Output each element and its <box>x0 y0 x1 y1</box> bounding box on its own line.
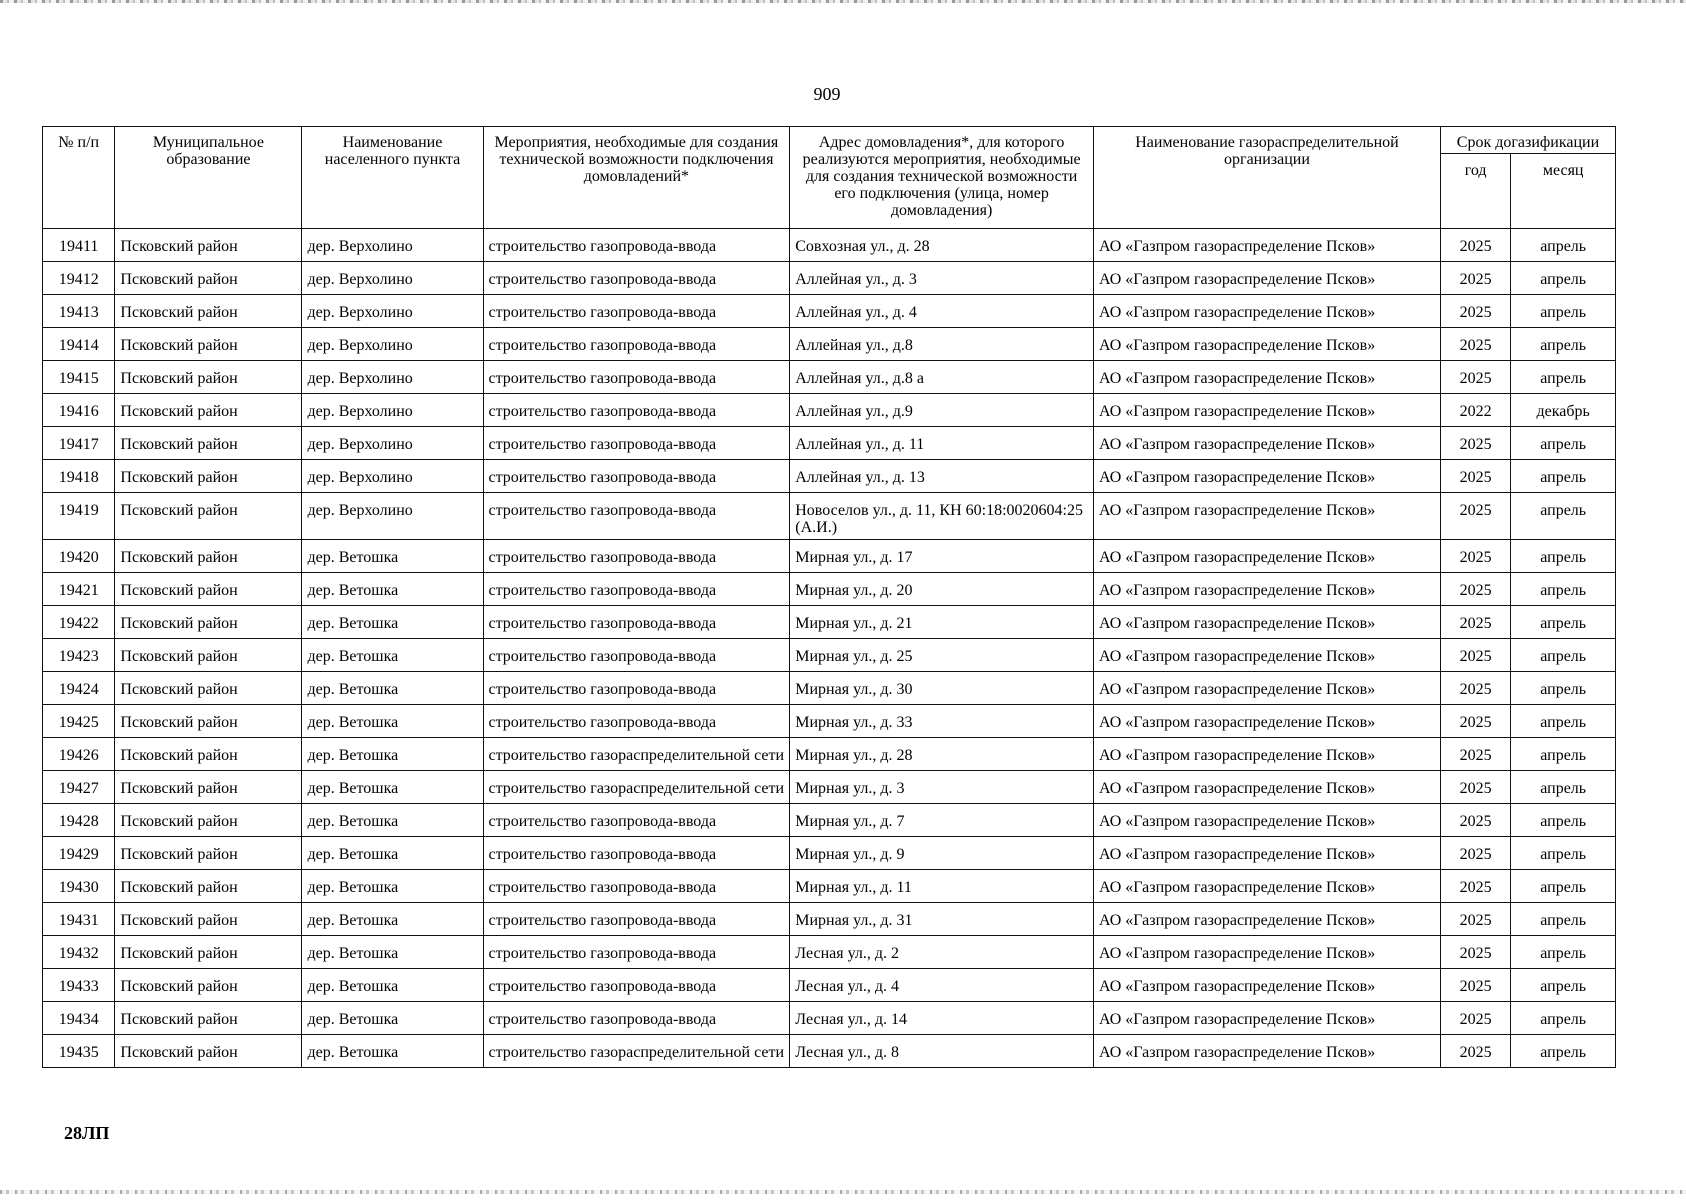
month-cell: апрель <box>1511 262 1616 295</box>
table-row <box>43 969 1616 1002</box>
settlement-cell: дер. Ветошка <box>302 639 483 672</box>
row-number: 19424 <box>43 672 115 705</box>
month-cell: апрель <box>1511 870 1616 903</box>
measure-cell: строительство газораспределительной сети <box>483 738 790 771</box>
address-cell: Аллейная ул., д. 11 <box>790 427 1094 460</box>
month-cell: апрель <box>1511 672 1616 705</box>
settlement-cell: дер. Верхолино <box>302 262 483 295</box>
row-number: 19415 <box>43 361 115 394</box>
year-cell: 2025 <box>1440 969 1510 1002</box>
header-num: № п/п <box>43 127 115 229</box>
header-row <box>43 127 1616 154</box>
table-body <box>43 229 1616 1068</box>
month-cell: апрель <box>1511 493 1616 540</box>
month-cell: апрель <box>1511 738 1616 771</box>
row-number: 19421 <box>43 573 115 606</box>
address-cell: Мирная ул., д. 30 <box>790 672 1094 705</box>
month-cell: апрель <box>1511 936 1616 969</box>
organization-cell: АО «Газпром газораспределение Псков» <box>1093 394 1440 427</box>
row-number: 19420 <box>43 540 115 573</box>
row-number: 19423 <box>43 639 115 672</box>
year-cell: 2025 <box>1440 837 1510 870</box>
table-row <box>43 460 1616 493</box>
month-cell: апрель <box>1511 460 1616 493</box>
month-cell: апрель <box>1511 540 1616 573</box>
address-cell: Совхозная ул., д. 28 <box>790 229 1094 262</box>
scan-edge-top <box>0 0 1686 3</box>
organization-cell: АО «Газпром газораспределение Псков» <box>1093 837 1440 870</box>
municipality-cell: Псковский район <box>115 705 302 738</box>
year-cell: 2025 <box>1440 870 1510 903</box>
settlement-cell: дер. Верхолино <box>302 460 483 493</box>
header-settlement: Наименование населенного пункта <box>302 127 483 229</box>
address-cell: Мирная ул., д. 25 <box>790 639 1094 672</box>
address-cell: Мирная ул., д. 7 <box>790 804 1094 837</box>
settlement-cell: дер. Ветошка <box>302 705 483 738</box>
table-row <box>43 295 1616 328</box>
municipality-cell: Псковский район <box>115 837 302 870</box>
organization-cell: АО «Газпром газораспределение Псков» <box>1093 936 1440 969</box>
row-number: 19418 <box>43 460 115 493</box>
row-number: 19428 <box>43 804 115 837</box>
measure-cell: строительство газопровода-ввода <box>483 903 790 936</box>
month-cell: апрель <box>1511 705 1616 738</box>
organization-cell: АО «Газпром газораспределение Псков» <box>1093 328 1440 361</box>
municipality-cell: Псковский район <box>115 771 302 804</box>
settlement-cell: дер. Верхолино <box>302 493 483 540</box>
table-row <box>43 804 1616 837</box>
organization-cell: АО «Газпром газораспределение Псков» <box>1093 573 1440 606</box>
organization-cell: АО «Газпром газораспределение Псков» <box>1093 705 1440 738</box>
year-cell: 2025 <box>1440 573 1510 606</box>
measure-cell: строительство газопровода-ввода <box>483 394 790 427</box>
settlement-cell: дер. Ветошка <box>302 606 483 639</box>
address-cell: Мирная ул., д. 3 <box>790 771 1094 804</box>
row-number: 19429 <box>43 837 115 870</box>
address-cell: Аллейная ул., д. 3 <box>790 262 1094 295</box>
organization-cell: АО «Газпром газораспределение Псков» <box>1093 493 1440 540</box>
table-row <box>43 1035 1616 1068</box>
measure-cell: строительство газопровода-ввода <box>483 804 790 837</box>
month-cell: апрель <box>1511 1035 1616 1068</box>
table-row <box>43 540 1616 573</box>
year-cell: 2025 <box>1440 771 1510 804</box>
header-year: год <box>1440 154 1510 229</box>
row-number: 19413 <box>43 295 115 328</box>
measure-cell: строительство газопровода-ввода <box>483 1002 790 1035</box>
table-row <box>43 328 1616 361</box>
table-row <box>43 837 1616 870</box>
year-cell: 2025 <box>1440 639 1510 672</box>
measure-cell: строительство газораспределительной сети <box>483 771 790 804</box>
municipality-cell: Псковский район <box>115 328 302 361</box>
row-number: 19434 <box>43 1002 115 1035</box>
address-cell: Лесная ул., д. 4 <box>790 969 1094 1002</box>
settlement-cell: дер. Верхолино <box>302 328 483 361</box>
municipality-cell: Псковский район <box>115 969 302 1002</box>
organization-cell: АО «Газпром газораспределение Псков» <box>1093 460 1440 493</box>
address-cell: Аллейная ул., д.8 <box>790 328 1094 361</box>
row-number: 19412 <box>43 262 115 295</box>
address-cell: Мирная ул., д. 20 <box>790 573 1094 606</box>
address-cell: Лесная ул., д. 2 <box>790 936 1094 969</box>
month-cell: апрель <box>1511 804 1616 837</box>
row-number: 19426 <box>43 738 115 771</box>
month-cell: апрель <box>1511 1002 1616 1035</box>
municipality-cell: Псковский район <box>115 493 302 540</box>
year-cell: 2022 <box>1440 394 1510 427</box>
settlement-cell: дер. Ветошка <box>302 870 483 903</box>
measure-cell: строительство газопровода-ввода <box>483 262 790 295</box>
measure-cell: строительство газопровода-ввода <box>483 606 790 639</box>
table-row <box>43 639 1616 672</box>
table-row <box>43 870 1616 903</box>
organization-cell: АО «Газпром газораспределение Псков» <box>1093 771 1440 804</box>
address-cell: Лесная ул., д. 8 <box>790 1035 1094 1068</box>
measure-cell: строительство газопровода-ввода <box>483 870 790 903</box>
address-cell: Мирная ул., д. 33 <box>790 705 1094 738</box>
year-cell: 2025 <box>1440 328 1510 361</box>
year-cell: 2025 <box>1440 606 1510 639</box>
year-cell: 2025 <box>1440 672 1510 705</box>
row-number: 19427 <box>43 771 115 804</box>
table-row <box>43 229 1616 262</box>
table-row <box>43 427 1616 460</box>
organization-cell: АО «Газпром газораспределение Псков» <box>1093 606 1440 639</box>
settlement-cell: дер. Ветошка <box>302 837 483 870</box>
table-row <box>43 606 1616 639</box>
settlement-cell: дер. Верхолино <box>302 427 483 460</box>
row-number: 19425 <box>43 705 115 738</box>
municipality-cell: Псковский район <box>115 903 302 936</box>
measure-cell: строительство газопровода-ввода <box>483 328 790 361</box>
page-number: 909 <box>813 84 841 104</box>
year-cell: 2025 <box>1440 361 1510 394</box>
table-row <box>43 903 1616 936</box>
month-cell: апрель <box>1511 639 1616 672</box>
row-number: 19430 <box>43 870 115 903</box>
row-number: 19414 <box>43 328 115 361</box>
month-cell: апрель <box>1511 295 1616 328</box>
settlement-cell: дер. Верхолино <box>302 361 483 394</box>
settlement-cell: дер. Ветошка <box>302 804 483 837</box>
organization-cell: АО «Газпром газораспределение Псков» <box>1093 540 1440 573</box>
settlement-cell: дер. Ветошка <box>302 1035 483 1068</box>
row-number: 19435 <box>43 1035 115 1068</box>
month-cell: апрель <box>1511 361 1616 394</box>
row-number: 19416 <box>43 394 115 427</box>
address-cell: Лесная ул., д. 14 <box>790 1002 1094 1035</box>
municipality-cell: Псковский район <box>115 639 302 672</box>
table-row <box>43 361 1616 394</box>
month-cell: апрель <box>1511 606 1616 639</box>
municipality-cell: Псковский район <box>115 606 302 639</box>
settlement-cell: дер. Ветошка <box>302 573 483 606</box>
address-cell: Мирная ул., д. 28 <box>790 738 1094 771</box>
organization-cell: АО «Газпром газораспределение Псков» <box>1093 1002 1440 1035</box>
municipality-cell: Псковский район <box>115 361 302 394</box>
settlement-cell: дер. Ветошка <box>302 1002 483 1035</box>
address-cell: Мирная ул., д. 31 <box>790 903 1094 936</box>
address-cell: Мирная ул., д. 11 <box>790 870 1094 903</box>
table-row <box>43 738 1616 771</box>
row-number: 19433 <box>43 969 115 1002</box>
table-row <box>43 771 1616 804</box>
measure-cell: строительство газопровода-ввода <box>483 229 790 262</box>
row-number: 19432 <box>43 936 115 969</box>
year-cell: 2025 <box>1440 936 1510 969</box>
measure-cell: строительство газопровода-ввода <box>483 936 790 969</box>
month-cell: апрель <box>1511 229 1616 262</box>
year-cell: 2025 <box>1440 262 1510 295</box>
organization-cell: АО «Газпром газораспределение Псков» <box>1093 804 1440 837</box>
footer-code: 28ЛП <box>64 1123 110 1143</box>
year-cell: 2025 <box>1440 903 1510 936</box>
municipality-cell: Псковский район <box>115 295 302 328</box>
municipality-cell: Псковский район <box>115 229 302 262</box>
organization-cell: АО «Газпром газораспределение Псков» <box>1093 1035 1440 1068</box>
measure-cell: строительство газопровода-ввода <box>483 295 790 328</box>
table-row <box>43 705 1616 738</box>
month-cell: апрель <box>1511 837 1616 870</box>
municipality-cell: Псковский район <box>115 1002 302 1035</box>
measure-cell: строительство газопровода-ввода <box>483 460 790 493</box>
settlement-cell: дер. Ветошка <box>302 969 483 1002</box>
header-address: Адрес домовладения*, для которого реализуются мероприятия, необходимые для создания технической возможности его подключения (улица, номер домовладения) <box>790 127 1094 229</box>
measure-cell: строительство газопровода-ввода <box>483 705 790 738</box>
address-cell: Мирная ул., д. 9 <box>790 837 1094 870</box>
table-row <box>43 672 1616 705</box>
municipality-cell: Псковский район <box>115 460 302 493</box>
gasification-table <box>42 126 1616 1068</box>
row-number: 19417 <box>43 427 115 460</box>
settlement-cell: дер. Верхолино <box>302 394 483 427</box>
organization-cell: АО «Газпром газораспределение Псков» <box>1093 903 1440 936</box>
settlement-cell: дер. Ветошка <box>302 771 483 804</box>
year-cell: 2025 <box>1440 1002 1510 1035</box>
year-cell: 2025 <box>1440 460 1510 493</box>
table-row <box>43 493 1616 540</box>
measure-cell: строительство газопровода-ввода <box>483 639 790 672</box>
municipality-cell: Псковский район <box>115 672 302 705</box>
organization-cell: АО «Газпром газораспределение Псков» <box>1093 361 1440 394</box>
table-row <box>43 936 1616 969</box>
municipality-cell: Псковский район <box>115 394 302 427</box>
table-row <box>43 573 1616 606</box>
municipality-cell: Псковский район <box>115 870 302 903</box>
table-row <box>43 262 1616 295</box>
measure-cell: строительство газопровода-ввода <box>483 540 790 573</box>
month-cell: апрель <box>1511 573 1616 606</box>
year-cell: 2025 <box>1440 493 1510 540</box>
settlement-cell: дер. Верхолино <box>302 295 483 328</box>
header-deadline: Срок догазификации <box>1440 127 1615 154</box>
municipality-cell: Псковский район <box>115 1035 302 1068</box>
address-cell: Аллейная ул., д. 13 <box>790 460 1094 493</box>
header-measures: Мероприятия, необходимые для создания технической возможности подключения домовладений* <box>483 127 790 229</box>
scan-edge-bottom <box>0 1190 1686 1194</box>
settlement-cell: дер. Ветошка <box>302 540 483 573</box>
month-cell: апрель <box>1511 427 1616 460</box>
measure-cell: строительство газопровода-ввода <box>483 493 790 540</box>
header-organization: Наименование газораспределительной организации <box>1093 127 1440 229</box>
year-cell: 2025 <box>1440 705 1510 738</box>
row-number: 19431 <box>43 903 115 936</box>
settlement-cell: дер. Ветошка <box>302 936 483 969</box>
row-number: 19419 <box>43 493 115 540</box>
year-cell: 2025 <box>1440 427 1510 460</box>
municipality-cell: Псковский район <box>115 738 302 771</box>
year-cell: 2025 <box>1440 1035 1510 1068</box>
year-cell: 2025 <box>1440 804 1510 837</box>
organization-cell: АО «Газпром газораспределение Псков» <box>1093 672 1440 705</box>
address-cell: Аллейная ул., д.9 <box>790 394 1094 427</box>
measure-cell: строительство газопровода-ввода <box>483 672 790 705</box>
address-cell: Мирная ул., д. 21 <box>790 606 1094 639</box>
month-cell: апрель <box>1511 328 1616 361</box>
organization-cell: АО «Газпром газораспределение Псков» <box>1093 229 1440 262</box>
organization-cell: АО «Газпром газораспределение Псков» <box>1093 262 1440 295</box>
municipality-cell: Псковский район <box>115 936 302 969</box>
address-cell: Аллейная ул., д. 4 <box>790 295 1094 328</box>
header-month: месяц <box>1511 154 1616 229</box>
address-cell: Мирная ул., д. 17 <box>790 540 1094 573</box>
measure-cell: строительство газопровода-ввода <box>483 573 790 606</box>
month-cell: апрель <box>1511 969 1616 1002</box>
address-cell: Аллейная ул., д.8 а <box>790 361 1094 394</box>
settlement-cell: дер. Ветошка <box>302 672 483 705</box>
municipality-cell: Псковский район <box>115 427 302 460</box>
settlement-cell: дер. Верхолино <box>302 229 483 262</box>
row-number: 19411 <box>43 229 115 262</box>
month-cell: апрель <box>1511 903 1616 936</box>
year-cell: 2025 <box>1440 295 1510 328</box>
measure-cell: строительство газопровода-ввода <box>483 837 790 870</box>
measure-cell: строительство газораспределительной сети <box>483 1035 790 1068</box>
year-cell: 2025 <box>1440 738 1510 771</box>
municipality-cell: Псковский район <box>115 573 302 606</box>
year-cell: 2025 <box>1440 229 1510 262</box>
measure-cell: строительство газопровода-ввода <box>483 361 790 394</box>
measure-cell: строительство газопровода-ввода <box>483 427 790 460</box>
year-cell: 2025 <box>1440 540 1510 573</box>
settlement-cell: дер. Ветошка <box>302 738 483 771</box>
address-cell: Новоселов ул., д. 11, КН 60:18:0020604:25 (А.И.) <box>790 493 1094 540</box>
municipality-cell: Псковский район <box>115 804 302 837</box>
organization-cell: АО «Газпром газораспределение Псков» <box>1093 738 1440 771</box>
month-cell: апрель <box>1511 771 1616 804</box>
municipality-cell: Псковский район <box>115 262 302 295</box>
month-cell: декабрь <box>1511 394 1616 427</box>
organization-cell: АО «Газпром газораспределение Псков» <box>1093 969 1440 1002</box>
settlement-cell: дер. Ветошка <box>302 903 483 936</box>
measure-cell: строительство газопровода-ввода <box>483 969 790 1002</box>
row-number: 19422 <box>43 606 115 639</box>
organization-cell: АО «Газпром газораспределение Псков» <box>1093 427 1440 460</box>
table-row <box>43 394 1616 427</box>
header-municipality: Муниципальное образование <box>115 127 302 229</box>
table-row <box>43 1002 1616 1035</box>
organization-cell: АО «Газпром газораспределение Псков» <box>1093 639 1440 672</box>
organization-cell: АО «Газпром газораспределение Псков» <box>1093 295 1440 328</box>
organization-cell: АО «Газпром газораспределение Псков» <box>1093 870 1440 903</box>
municipality-cell: Псковский район <box>115 540 302 573</box>
